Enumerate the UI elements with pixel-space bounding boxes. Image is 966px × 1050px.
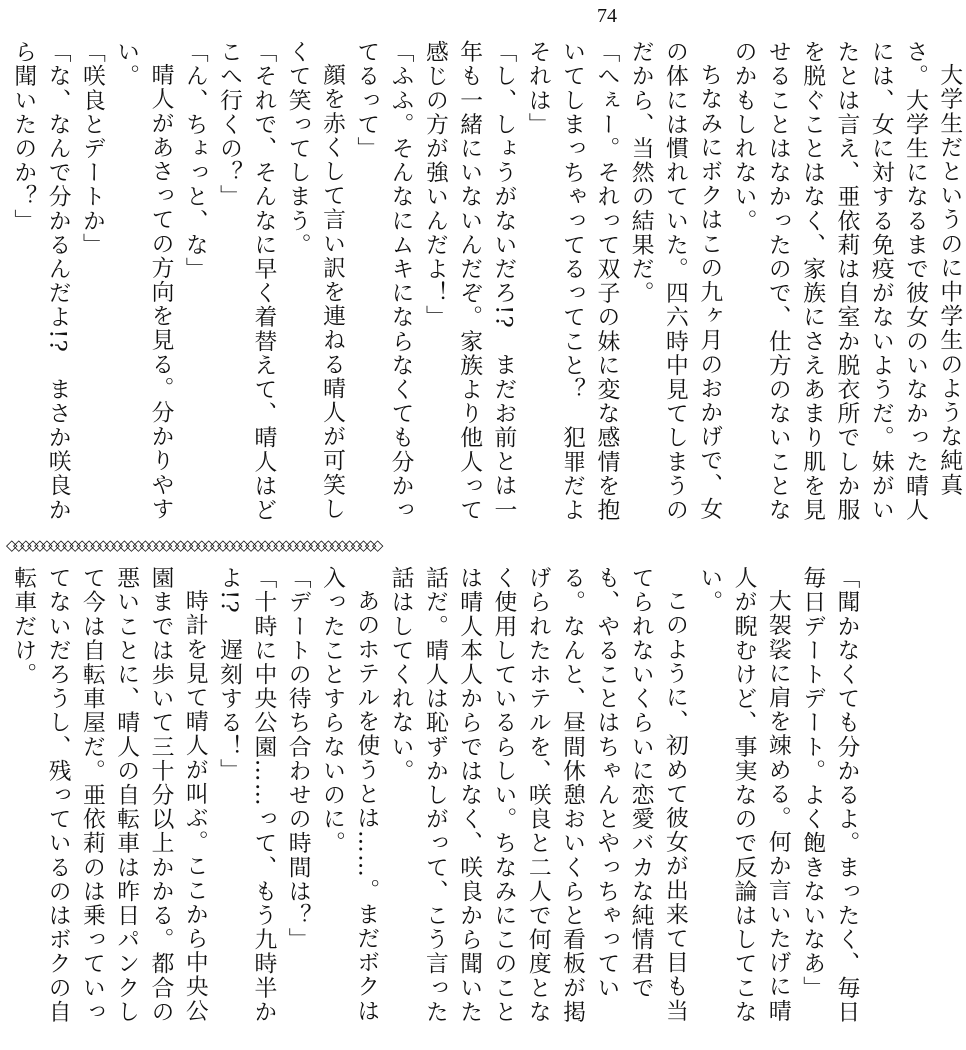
dialogue-line: 「し、しょうがないだろ!? まだお前とは一年も一緒にいないんだぞ。家族より他人って感じの方が強いんだよ！」 xyxy=(421,40,517,522)
dialogue-line: 「な、なんで分かるんだよ!? まさか咲良から聞いたのか？」 xyxy=(10,40,71,522)
dialogue-line: 「へぇー。それって双子の妹に変な感情を抱いてしまっちゃってるってこと？ 犯罪だよそれは」 xyxy=(524,40,620,522)
paragraph: 大学生だというのに中学生のような純真さ。大学生になるまで彼女のいなかった晴人には、女に対する免疫がないようだ。妹がいたとは言え、亜依莉は自室か脱衣所でしか服を脱ぐことはなく、家族にさえあまり肌を見せることはなかったので、仕方のないことなのかもしれない。 xyxy=(730,40,963,522)
dialogue-line: 「咲良とデートか」 xyxy=(78,40,105,257)
paragraph: 時計を見て晴人が叫ぶ。ここから中央公園までは歩いて三十分以上かかる。都合の悪いことに、晴人の自転車は昨日パンクして今は自転車屋だ。亜依莉のは乗っていってないだろうし、残っているのはボクの自転車だけ。 xyxy=(10,566,208,1024)
paragraph: 晴人があさっての方向を見る。分かりやすい。 xyxy=(113,40,174,521)
page-number: 74 xyxy=(597,5,617,27)
dialogue-line: 「デートの待ち合わせの時間は？」 xyxy=(284,566,311,952)
bottom-vertical-column xyxy=(6,566,863,1044)
dialogue-line: 「ふふ。そんなにムキにならなくても分かってるって」 xyxy=(353,40,414,522)
paragraph: このように、初めて彼女が出来て目も当てられないくらいに恋愛バカな純情君でも、やることはちゃんとやっちゃっている。なんと、昼間休憩おいくらと看板が掲げられたホテルを、咲良と二人で何度となく使用しているらしい。ちなみにこのことは晴人本人からではなく、咲良から聞いた話だ。晴人は恥ずかしがって、こう言った話はしてくれない。 xyxy=(387,566,688,1024)
dialogue-line: 「聞かなくても分かるよ。まったく、毎日毎日デートデート。よく飽きないなあ」 xyxy=(799,566,860,1024)
dialogue-line: 「それで、そんなに早く着替えて、晴人はどこへ行くの？」 xyxy=(216,40,277,522)
dialogue-line: 「ん、ちょっと、な」 xyxy=(181,40,208,281)
paragraph: ちなみにボクはこの九ヶ月のおかげで、女の体には慣れていた。四六時中見てしまうのだから、当然の結果だ。 xyxy=(627,40,723,522)
top-vertical-column xyxy=(6,40,966,525)
top-text-block xyxy=(6,40,963,525)
section-divider: ◇◇◇◇◇◇◇◇◇◇◇◇◇◇◇◇◇◇◇◇◇◇◇◇◇◇◇◇◇◇◇◇◇◇◇◇◇◇◇◇◇◇◇◇◇◇◇◇◇◇◇◇◇ xyxy=(6,536,379,554)
bottom-text-block xyxy=(6,566,860,1044)
paragraph: あのホテルを使うとは……。まだボクは入ったことすらないのに。 xyxy=(318,566,380,1023)
paragraph: 顔を赤くして言い訳を連ねる晴人が可笑しくて笑ってしまう。 xyxy=(284,40,345,521)
paragraph: 大袈裟に肩を竦める。何か言いたげに晴人が睨むけど、事実なので反論はしてこない。 xyxy=(696,566,791,1024)
dialogue-line: 「十時に中央公園……って、もう九時半かよ!? 遅刻する！」 xyxy=(216,566,277,1024)
